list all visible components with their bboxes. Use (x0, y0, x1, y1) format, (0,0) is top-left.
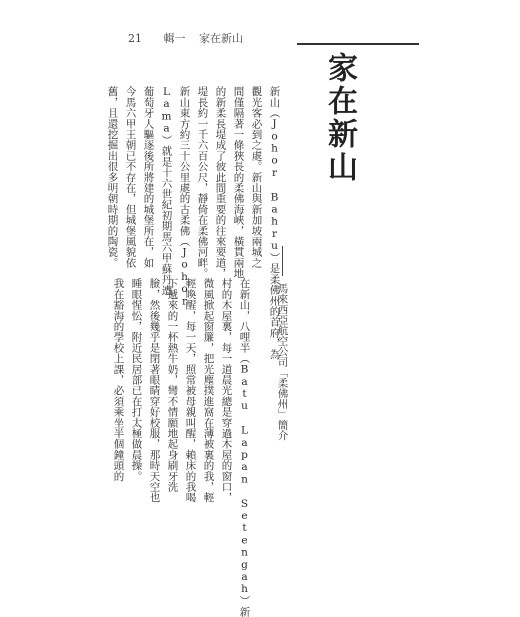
body-text-column: 睡眼惺忪，附近民居部已在打太極做晨操。 (130, 278, 143, 482)
upper-text-column: 葡萄牙人驅逐後所將建的城堡所在，如 (142, 86, 155, 268)
body-text-column: 臉，然後幾乎是閉著眼睛穿好校服，那時天空也 (148, 278, 161, 503)
upper-text-column: 今馬六甲王朝已不存在，但城堡風貌依 (124, 86, 137, 268)
body-text-column: 村的木屋裏，每一道晨光總是穿過木屋的窗口， (220, 278, 233, 503)
chapter-title: 家在新山 (322, 52, 357, 184)
upper-text-column: 的新柔長堤成了彼此間重要的往來要道， (214, 86, 227, 279)
upper-text-column: 舊，且還挖掘出很多明朝時期的陶瓷。 (106, 86, 119, 268)
body-text-column: 在新山，八哩半（Batu Lapan Setengah）新 (238, 278, 251, 617)
source-caption: 馬來西亞航空公司「柔佛州」簡介 (276, 283, 289, 441)
body-text-column: 微風掀起窗簾，把光塵撲進窩在薄被裏的我，輕 (202, 278, 215, 503)
body-text-column: 下遞來的一杯熱牛奶，彎不情願地起身刷牙洗 (166, 278, 179, 492)
upper-text-column: Lama）就是十六世紀初期馬六甲蘇丹遭 (160, 86, 173, 296)
upper-text-column: 新山東方約三十公里處的古柔佛（Johor (178, 86, 191, 308)
body-text-column: 我在豁海的學校上課，必須乘坐半個鐘頭的 (112, 278, 125, 482)
upper-text-column: 新山（Johor Bahru）是柔佛州的首府，為 (268, 86, 281, 360)
upper-text-column: 觀光客必到之處。新山與新加坡兩城之 (250, 86, 263, 268)
chapter-label: 家在新山 (199, 32, 243, 45)
running-header (128, 30, 243, 46)
page-number: 21 (128, 32, 142, 45)
caption-dash (282, 246, 283, 276)
upper-text-column: 堤長約一千六百公尺，靜倚在柔佛河畔。 (196, 86, 209, 279)
body-text-column: 輕喚醒，每一天，照常被母親叫醒，賴床的我喝 (184, 278, 197, 503)
upper-text-column: 間僅隔著一條狹長的柔佛海峽，橫貫兩地 (232, 86, 245, 279)
title-rule (297, 43, 419, 45)
section-label: 輯一 (163, 32, 186, 45)
